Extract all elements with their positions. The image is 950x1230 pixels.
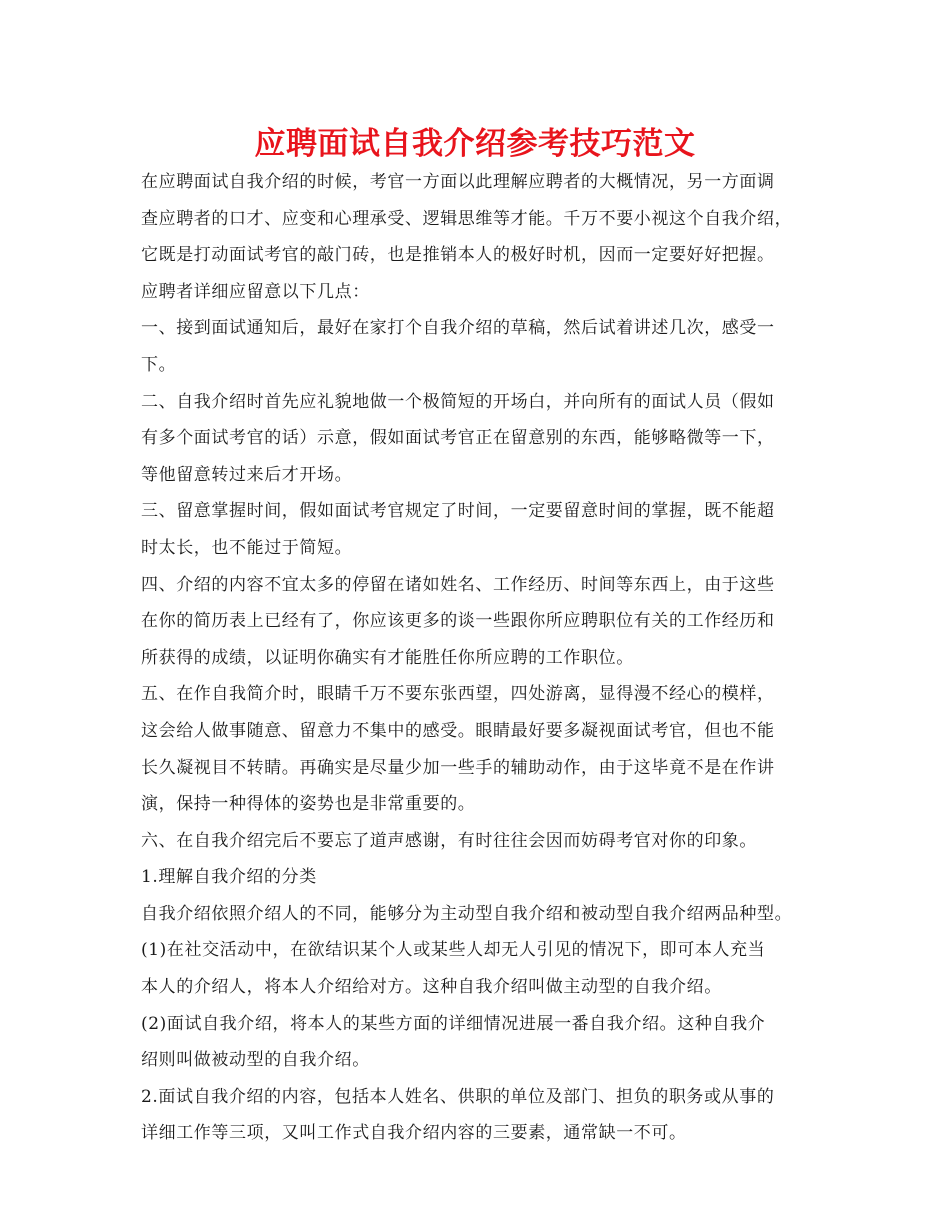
body-line: 等他留意转过来后才开场。 bbox=[141, 464, 353, 485]
body-line: 下。 bbox=[141, 354, 177, 375]
body-line: 它既是打动面试考官的敲门砖，也是推销本人的极好时机，因而一定要好好把握。 bbox=[141, 245, 775, 266]
body-line: 应聘者详细应留意以下几点： bbox=[141, 281, 370, 302]
body-line: 本人的介绍人，将本人介绍给对方。这种自我介绍叫做主动型的自我介绍。 bbox=[141, 977, 722, 998]
body-line: 二、自我介绍时首先应礼貌地做一个极简短的开场白，并向所有的面试人员（假如 bbox=[141, 391, 775, 412]
body-line: 查应聘者的口才、应变和心理承受、逻辑思维等才能。千万不要小视这个自我介绍， bbox=[141, 208, 793, 229]
document-body bbox=[141, 164, 813, 1152]
body-line: 1.理解自我介绍的分类 bbox=[141, 867, 317, 888]
body-line: 所获得的成绩，以证明你确实有才能胜任你所应聘的工作职位。 bbox=[141, 647, 634, 668]
body-line: 四、介绍的内容不宜太多的停留在诸如姓名、工作经历、时间等东西上，由于这些 bbox=[141, 574, 775, 595]
document-title: 应聘面试自我介绍参考技巧范文 bbox=[254, 126, 696, 162]
body-line: 演，保持一种得体的姿势也是非常重要的。 bbox=[141, 794, 476, 815]
body-line: 五、在作自我简介时，眼睛千万不要东张西望，四处游离，显得漫不经心的模样， bbox=[141, 684, 775, 705]
body-line: 在应聘面试自我介绍的时候，考官一方面以此理解应聘者的大概情况，另一方面调 bbox=[141, 172, 775, 192]
body-line: 在你的简历表上已经有了，你应该更多的谈一些跟你所应聘职位有关的工作经历和 bbox=[141, 611, 775, 632]
body-line: 三、留意掌握时间，假如面试考官规定了时间，一定要留意时间的掌握，既不能超 bbox=[141, 501, 775, 522]
body-line: 长久凝视目不转睛。再确实是尽量少加一些手的辅助动作，由于这毕竟不是在作讲 bbox=[141, 757, 775, 778]
body-line: (1)在社交活动中，在欲结识某个人或某些人却无人引见的情况下，即可本人充当 bbox=[141, 940, 766, 961]
body-line: 这会给人做事随意、留意力不集中的感受。眼睛最好要多凝视面试考官，但也不能 bbox=[141, 720, 775, 741]
body-line: 自我介绍依照介绍人的不同，能够分为主动型自我介绍和被动型自我介绍两品种型。 bbox=[141, 903, 793, 924]
body-line: 有多个面试考官的话）示意，假如面试考官正在留意别的东西，能够略微等一下， bbox=[141, 428, 775, 449]
body-line: 绍则叫做被动型的自我介绍。 bbox=[141, 1050, 370, 1071]
body-line: 六、在自我介绍完后不要忘了道声感谢，有时往往会因而妨碍考官对你的印象。 bbox=[141, 830, 757, 851]
body-line: 时太长，也不能过于简短。 bbox=[141, 537, 353, 558]
body-line: 2.面试自我介绍的内容，包括本人姓名、供职的单位及部门、担负的职务或从事的 bbox=[141, 1086, 775, 1107]
body-line: (2)面试自我介绍，将本人的某些方面的详细情况进展一番自我介绍。这种自我介 bbox=[141, 1013, 766, 1034]
body-line: 详细工作等三项，又叫工作式自我介绍内容的三要素，通常缺一不可。 bbox=[141, 1123, 687, 1144]
body-line: 一、接到面试通知后，最好在家打个自我介绍的草稿，然后试着讲述几次，感受一 bbox=[141, 318, 775, 339]
